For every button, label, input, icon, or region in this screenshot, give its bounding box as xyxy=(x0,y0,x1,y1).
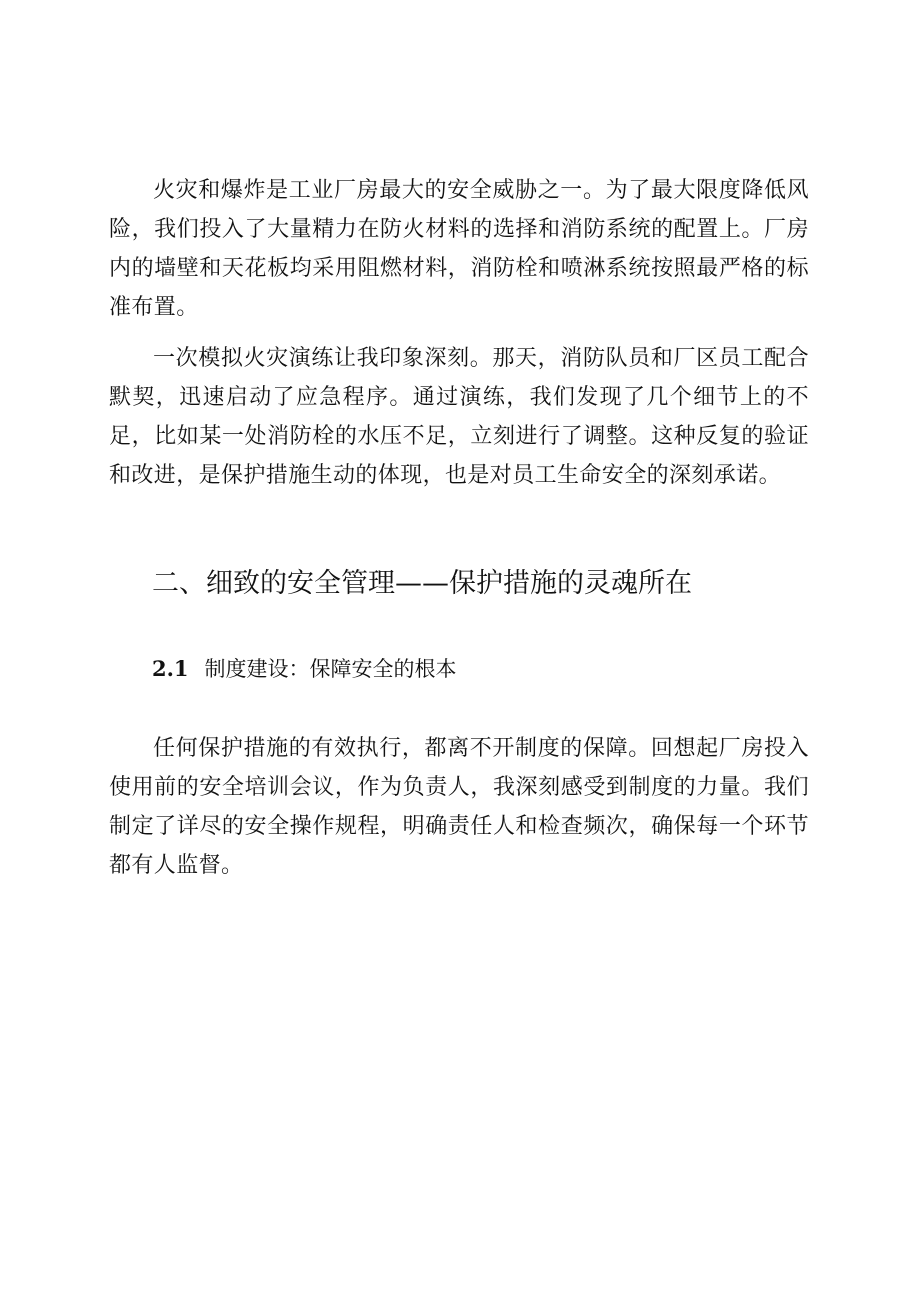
subsection-number: 2.1 xyxy=(152,656,189,681)
subsection-heading xyxy=(152,651,457,687)
section-heading: 二、细致的安全管理——保护措施的灵魂所在 xyxy=(152,568,692,599)
subsection-title: 制度建设：保障安全的根本 xyxy=(204,657,457,681)
body-paragraph: 火灾和爆炸是工业厂房最大的安全威胁之一。为了最大限度降低风险，我们投入了大量精力在防火材料的选择和消防系统的配置上。厂房内的墙壁和天花板均采用阻燃材料，消防栓和喷淋系统按照最严格的标准布置。 xyxy=(109,178,809,320)
body-paragraph: 一次模拟火灾演练让我印象深刻。那天，消防队员和厂区员工配合默契，迅速启动了应急程序。通过演练，我们发现了几个细节上的不足，比如某一处消防栓的水压不足，立刻进行了调整。这种反复的验证和改进，是保护措施生动的体现，也是对员工生命安全的深刻承诺。 xyxy=(109,346,809,488)
body-paragraph: 任何保护措施的有效执行，都离不开制度的保障。回想起厂房投入使用前的安全培训会议，作为负责人，我深刻感受到制度的力量。我们制定了详尽的安全操作规程，明确责任人和检查频次，确保每一个环节都有人监督。 xyxy=(109,736,809,878)
